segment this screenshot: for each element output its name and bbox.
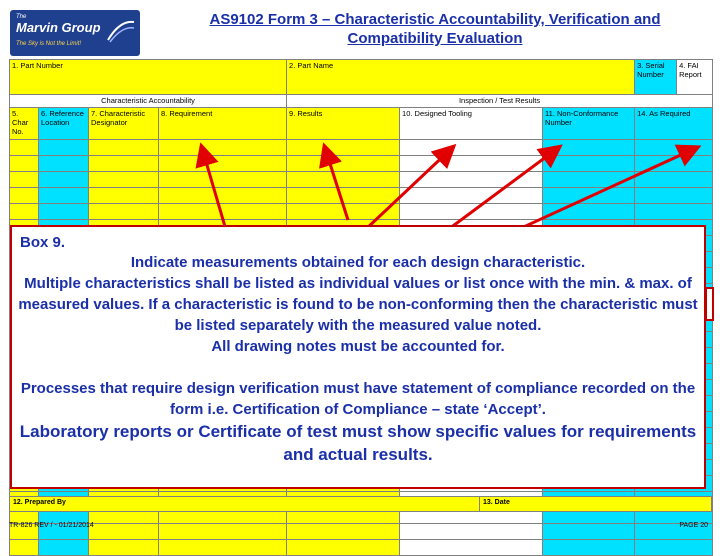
column-header-requirement: 8. Requirement xyxy=(159,108,287,140)
logo-the: The xyxy=(16,14,27,20)
form-cell[interactable] xyxy=(287,540,400,556)
column-header-char-no: 5. Char No. xyxy=(10,108,39,140)
logo-tagline: The Sky is Not the Limit! xyxy=(16,41,82,47)
serial-number-field[interactable]: 3. Serial Number xyxy=(635,60,677,95)
column-header-designed-tooling: 10. Designed Tooling xyxy=(400,108,543,140)
arrow-to-designed-tooling xyxy=(365,148,452,230)
callout-body xyxy=(14,252,702,466)
callout-line-4: Processes that require design verification must have statement of compliance recorded on the form i.e. Certification of Compliance – state ‘Accept’. xyxy=(20,380,696,418)
page-number: PAGE 20 xyxy=(679,522,708,529)
form-cell[interactable] xyxy=(89,540,159,556)
prepared-by-field[interactable]: 12. Prepared By xyxy=(10,497,480,511)
date-field[interactable]: 13. Date xyxy=(480,497,711,511)
section-inspection-results: Inspection / Test Results xyxy=(287,95,713,108)
logo-name: Marvin Group xyxy=(16,20,101,35)
part-number-field[interactable]: 1. Part Number xyxy=(10,60,287,95)
column-header-as-required: 14. As Required xyxy=(635,108,713,140)
column-header-characteristic-designator: 7. Characteristic Designator xyxy=(89,108,159,140)
form-cell[interactable] xyxy=(400,540,543,556)
callout-line-3: All drawing notes must be accounted for. xyxy=(211,338,505,355)
column-header-results: 9. Results xyxy=(287,108,400,140)
form-cell[interactable] xyxy=(635,540,713,556)
title-line-2: Compatibility Evaluation xyxy=(347,30,523,47)
form-cell[interactable] xyxy=(39,540,89,556)
form-cell[interactable] xyxy=(543,540,635,556)
section-characteristic-accountability: Characteristic Accountability xyxy=(10,95,287,108)
form-data-row xyxy=(10,540,713,556)
right-edge-marker xyxy=(705,287,714,321)
part-name-field[interactable]: 2. Part Name xyxy=(287,60,635,95)
revision-label: TR-826 REV / - 01/21/2014 xyxy=(9,522,94,529)
title-line-1: AS9102 Form 3 – Characteristic Accountability, Verification and xyxy=(209,11,661,28)
form-cell[interactable] xyxy=(10,540,39,556)
callout-line-2: Multiple characteristics shall be listed as individual values or list once with the min. & max. of measured values. If a characteristic is found to be non-conforming then the characteristic must be listed separately with the measured value noted. xyxy=(18,275,698,334)
column-header-reference-location: 6. Reference Location xyxy=(39,108,89,140)
arrow-to-results xyxy=(325,148,348,220)
form-cell[interactable] xyxy=(159,540,287,556)
callout-line-1: Indicate measurements obtained for each design characteristic. xyxy=(130,254,586,271)
callout-heading: Box 9. xyxy=(20,234,66,251)
column-header-non-conformance-number: 11. Non-Conformance Number xyxy=(543,108,635,140)
fai-report-field[interactable]: 4. FAI Report xyxy=(677,60,713,95)
arrow-to-requirement xyxy=(202,148,226,230)
callout-line-5: Laboratory reports or Certificate of test must show specific values for requirements and actual results. xyxy=(19,422,697,464)
box9-callout xyxy=(10,225,706,489)
